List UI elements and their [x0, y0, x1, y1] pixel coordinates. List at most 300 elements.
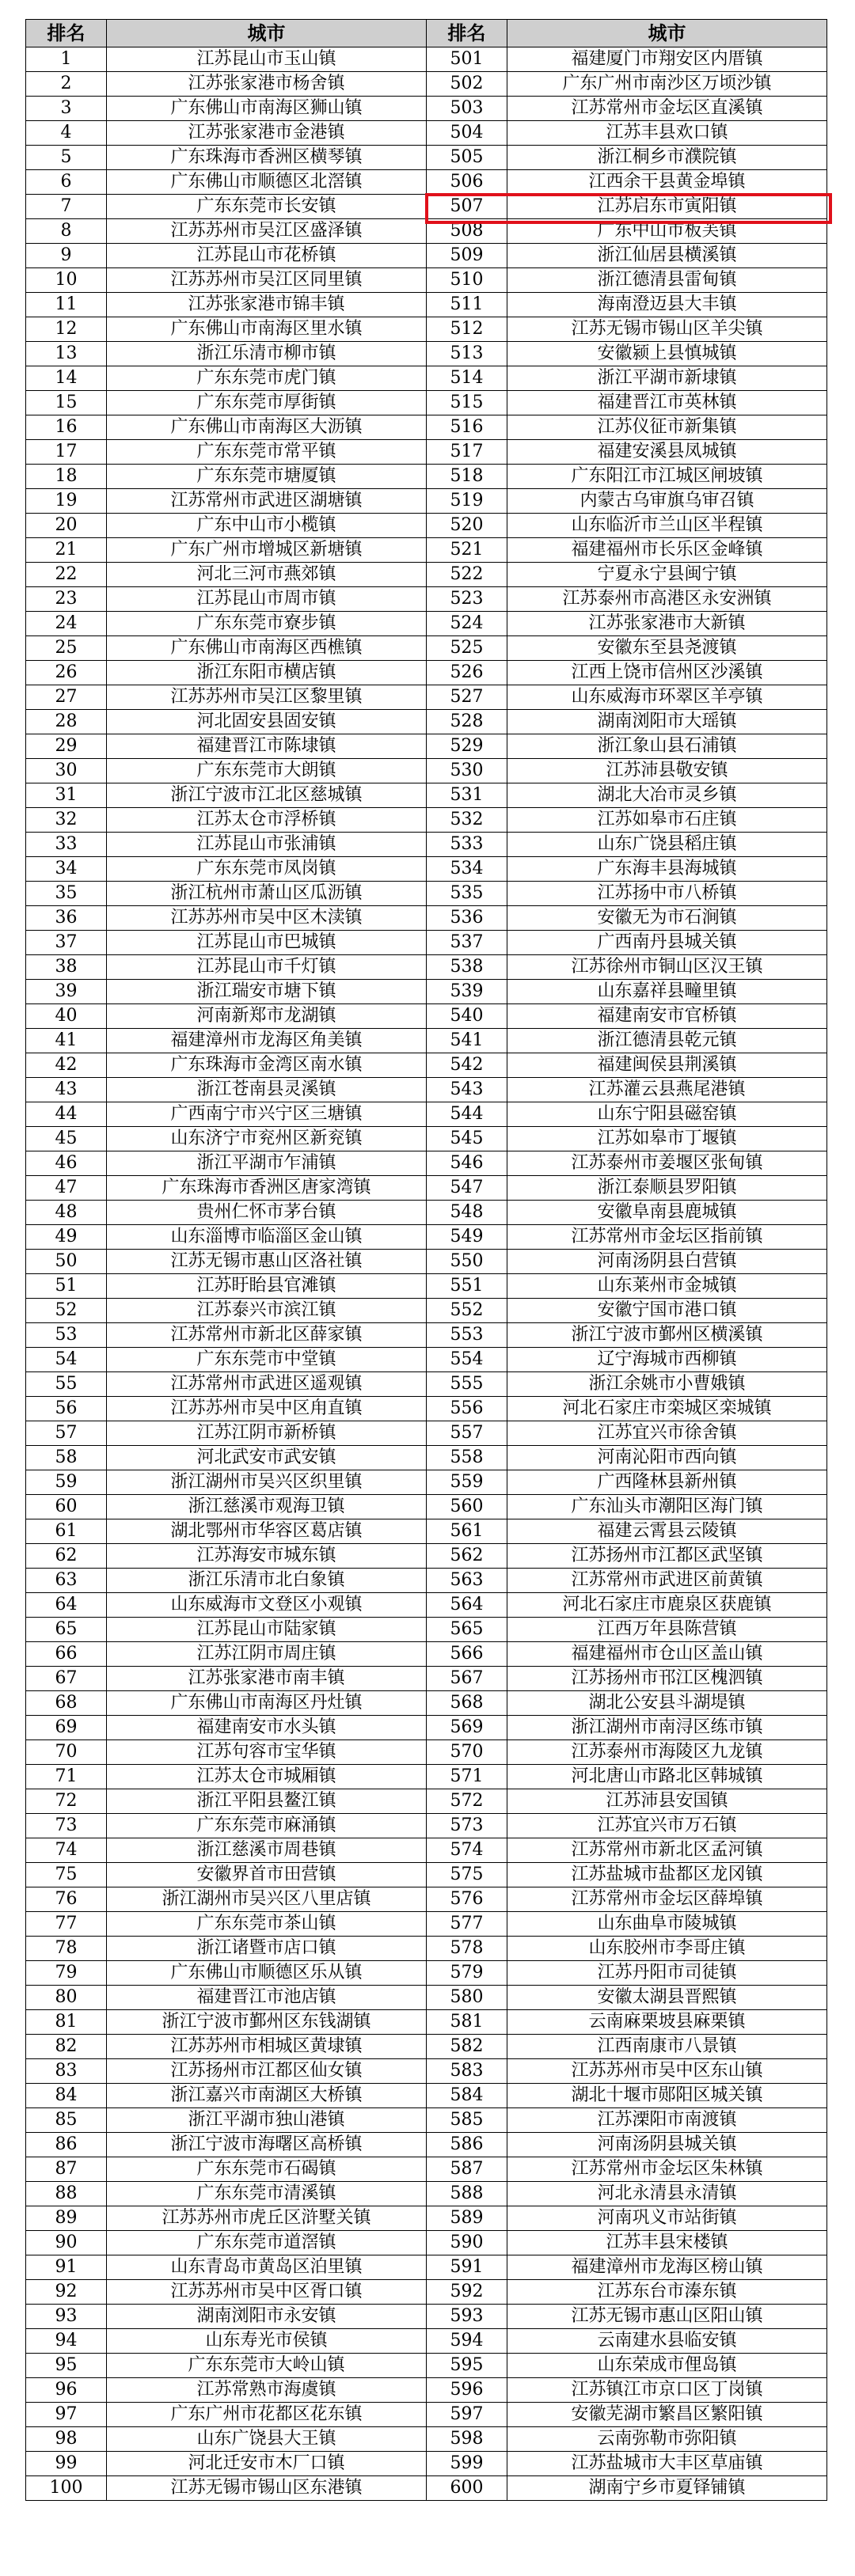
rank-cell-2: 600: [427, 2476, 507, 2501]
city-cell: 浙江慈溪市观海卫镇: [107, 1495, 427, 1519]
rank-cell: 24: [26, 612, 107, 636]
city-cell: 广东佛山市南海区西樵镇: [107, 636, 427, 661]
city-cell: 山东济宁市兖州区新兖镇: [107, 1127, 427, 1151]
rank-cell: 59: [26, 1470, 107, 1495]
city-cell: 江苏泰兴市滨江镇: [107, 1299, 427, 1323]
table-row: [26, 1323, 827, 1348]
city-cell: 江苏苏州市吴中区胥口镇: [107, 2280, 427, 2305]
rank-cell: 45: [26, 1127, 107, 1151]
rank-cell: 75: [26, 1863, 107, 1887]
rank-cell: 37: [26, 931, 107, 955]
rank-cell-2: 566: [427, 1642, 507, 1667]
city-cell-2: 山东胶州市李哥庄镇: [507, 1937, 827, 1961]
city-cell: 广东珠海市香洲区横琴镇: [107, 146, 427, 170]
table-row: [26, 2305, 827, 2329]
rank-cell: 3: [26, 97, 107, 121]
city-cell: 江苏海安市城东镇: [107, 1544, 427, 1569]
rank-cell: 4: [26, 121, 107, 146]
table-row: [26, 1691, 827, 1716]
table-row: [26, 1151, 827, 1176]
rank-cell-2: 508: [427, 219, 507, 244]
rank-cell-2: 542: [427, 1053, 507, 1078]
table-row: [26, 1299, 827, 1323]
rank-cell-2: 502: [427, 72, 507, 97]
rank-cell: 50: [26, 1250, 107, 1274]
city-cell: 河北迁安市木厂口镇: [107, 2452, 427, 2476]
rank-cell: 8: [26, 219, 107, 244]
rank-cell: 83: [26, 2059, 107, 2084]
city-cell: 江苏昆山市巴城镇: [107, 931, 427, 955]
table-row: [26, 1470, 827, 1495]
table-row: [26, 685, 827, 710]
table-row: [26, 882, 827, 906]
rank-cell: 48: [26, 1201, 107, 1225]
rank-cell-2: 549: [427, 1225, 507, 1250]
rank-cell-2: 537: [427, 931, 507, 955]
rank-cell: 71: [26, 1765, 107, 1789]
city-cell-2: 江苏如皋市石庄镇: [507, 808, 827, 833]
rank-cell-2: 519: [427, 489, 507, 514]
city-cell: 广东东莞市寮步镇: [107, 612, 427, 636]
city-cell: 江苏苏州市吴江区同里镇: [107, 268, 427, 293]
city-cell-2: 江苏宜兴市徐舍镇: [507, 1421, 827, 1446]
table-row: [26, 2059, 827, 2084]
table-row: [26, 1004, 827, 1029]
table-row: [26, 146, 827, 170]
city-cell-2: 福建闽侯县荆溪镇: [507, 1053, 827, 1078]
rank-cell-2: 538: [427, 955, 507, 980]
city-cell: 广东东莞市虎门镇: [107, 366, 427, 391]
rank-cell-2: 509: [427, 244, 507, 268]
rank-cell-2: 582: [427, 2035, 507, 2059]
city-cell-2: 浙江余姚市小曹娥镇: [507, 1372, 827, 1397]
table-row: [26, 72, 827, 97]
rank-cell: 60: [26, 1495, 107, 1519]
rank-cell-2: 561: [427, 1519, 507, 1544]
city-cell-2: 浙江德清县乾元镇: [507, 1029, 827, 1053]
table-row: [26, 1102, 827, 1127]
rank-cell: 95: [26, 2354, 107, 2378]
rank-cell-2: 585: [427, 2108, 507, 2133]
city-cell-2: 内蒙古乌审旗乌审召镇: [507, 489, 827, 514]
rank-cell: 34: [26, 857, 107, 882]
city-cell: 浙江慈溪市周巷镇: [107, 1838, 427, 1863]
table-row: [26, 2157, 827, 2182]
rank-cell: 10: [26, 268, 107, 293]
rank-cell: 21: [26, 538, 107, 563]
table-row: [26, 2206, 827, 2231]
city-cell: 浙江嘉兴市南湖区大桥镇: [107, 2084, 427, 2108]
rank-cell: 44: [26, 1102, 107, 1127]
rank-cell: 46: [26, 1151, 107, 1176]
table-row: [26, 2133, 827, 2157]
city-cell-2: 山东嘉祥县疃里镇: [507, 980, 827, 1004]
city-cell-2: 江苏沛县安国镇: [507, 1789, 827, 1814]
rank-cell-2: 583: [427, 2059, 507, 2084]
rank-cell-2: 572: [427, 1789, 507, 1814]
rank-cell: 36: [26, 906, 107, 931]
city-cell-2: 辽宁海城市西柳镇: [507, 1348, 827, 1372]
table-row: [26, 980, 827, 1004]
city-cell-2: 安徽阜南县鹿城镇: [507, 1201, 827, 1225]
rank-cell-2: 554: [427, 1348, 507, 1372]
city-cell: 广东东莞市长安镇: [107, 195, 427, 219]
city-cell-2: 江苏如皋市丁堰镇: [507, 1127, 827, 1151]
city-cell: 浙江平阳县鳌江镇: [107, 1789, 427, 1814]
city-cell: 浙江宁波市鄞州区东钱湖镇: [107, 2010, 427, 2035]
rank-cell-2: 503: [427, 97, 507, 121]
table-row: [26, 587, 827, 612]
rank-cell: 25: [26, 636, 107, 661]
city-cell-2: 浙江德清县雷甸镇: [507, 268, 827, 293]
city-cell: 广东东莞市常平镇: [107, 440, 427, 465]
table-row: [26, 1765, 827, 1789]
city-cell: 福建漳州市龙海区角美镇: [107, 1029, 427, 1053]
rank-cell: 51: [26, 1274, 107, 1299]
table-row: [26, 2329, 827, 2354]
rank-cell: 33: [26, 833, 107, 857]
rank-cell-2: 507: [427, 195, 507, 219]
city-cell-2: 福建福州市长乐区金峰镇: [507, 538, 827, 563]
city-cell-2: 云南建水县临安镇: [507, 2329, 827, 2354]
rank-cell: 11: [26, 293, 107, 317]
table-row: [26, 1544, 827, 1569]
rank-cell: 9: [26, 244, 107, 268]
city-cell-2: 江苏宜兴市万石镇: [507, 1814, 827, 1838]
city-cell: 江苏张家港市锦丰镇: [107, 293, 427, 317]
city-cell: 江苏昆山市花桥镇: [107, 244, 427, 268]
rank-cell: 81: [26, 2010, 107, 2035]
rank-cell: 14: [26, 366, 107, 391]
rank-cell: 17: [26, 440, 107, 465]
rank-cell-2: 505: [427, 146, 507, 170]
rank-cell: 85: [26, 2108, 107, 2133]
table-row: [26, 47, 827, 72]
city-cell-2: 浙江平湖市新埭镇: [507, 366, 827, 391]
city-cell-2: 江苏溧阳市南渡镇: [507, 2108, 827, 2133]
table-row: [26, 783, 827, 808]
city-cell-2: 江苏无锡市惠山区阳山镇: [507, 2305, 827, 2329]
rank-cell-2: 595: [427, 2354, 507, 2378]
rank-cell: 64: [26, 1593, 107, 1618]
rank-cell: 5: [26, 146, 107, 170]
table-row: [26, 2378, 827, 2403]
rank-cell: 66: [26, 1642, 107, 1667]
rank-cell-2: 576: [427, 1887, 507, 1912]
rank-cell-2: 543: [427, 1078, 507, 1102]
table-row: [26, 1814, 827, 1838]
city-cell-2: 浙江泰顺县罗阳镇: [507, 1176, 827, 1201]
city-cell: 浙江平湖市乍浦镇: [107, 1151, 427, 1176]
rank-cell-2: 545: [427, 1127, 507, 1151]
city-cell: 安徽界首市田营镇: [107, 1863, 427, 1887]
city-cell-2: 江西余干县黄金埠镇: [507, 170, 827, 195]
city-cell-2: 广东海丰县海城镇: [507, 857, 827, 882]
table-row: [26, 1961, 827, 1986]
header-city-2: 城市: [507, 20, 827, 47]
table-row: [26, 2255, 827, 2280]
city-cell-2: 江苏东台市溱东镇: [507, 2280, 827, 2305]
rank-cell-2: 574: [427, 1838, 507, 1863]
city-cell: 广东佛山市南海区里水镇: [107, 317, 427, 342]
city-cell-2: 安徽芜湖市繁昌区繁阳镇: [507, 2403, 827, 2427]
rank-cell: 47: [26, 1176, 107, 1201]
table-row: [26, 415, 827, 440]
table-row: [26, 1446, 827, 1470]
rank-cell: 28: [26, 710, 107, 734]
city-cell-2: 江苏常州市金坛区直溪镇: [507, 97, 827, 121]
table-body: [26, 47, 827, 2501]
city-cell: 江苏张家港市杨舍镇: [107, 72, 427, 97]
rank-cell: 39: [26, 980, 107, 1004]
rank-cell: 79: [26, 1961, 107, 1986]
rank-cell-2: 530: [427, 759, 507, 783]
rank-cell-2: 527: [427, 685, 507, 710]
rank-cell-2: 533: [427, 833, 507, 857]
city-cell-2: 河北石家庄市栾城区栾城镇: [507, 1397, 827, 1421]
rank-cell: 52: [26, 1299, 107, 1323]
rank-cell-2: 579: [427, 1961, 507, 1986]
city-cell-2: 江苏扬州市江都区武坚镇: [507, 1544, 827, 1569]
city-cell: 广东东莞市清溪镇: [107, 2182, 427, 2206]
city-cell-2: 江苏泰州市高港区永安洲镇: [507, 587, 827, 612]
city-cell: 贵州仁怀市茅台镇: [107, 1201, 427, 1225]
table-row: [26, 2035, 827, 2059]
rank-cell-2: 592: [427, 2280, 507, 2305]
table-row: [26, 1519, 827, 1544]
city-cell: 广东东莞市茶山镇: [107, 1912, 427, 1937]
city-cell: 广东中山市小榄镇: [107, 514, 427, 538]
city-cell-2: 江苏扬州市邗江区槐泗镇: [507, 1667, 827, 1691]
rank-cell: 53: [26, 1323, 107, 1348]
city-cell-2: 福建福州市仓山区盖山镇: [507, 1642, 827, 1667]
rank-cell: 94: [26, 2329, 107, 2354]
city-cell-2: 江西万年县陈营镇: [507, 1618, 827, 1642]
rank-cell-2: 506: [427, 170, 507, 195]
city-cell-2: 江苏常州市新北区孟河镇: [507, 1838, 827, 1863]
city-cell-2: 河北唐山市路北区韩城镇: [507, 1765, 827, 1789]
table-row: [26, 1740, 827, 1765]
rank-cell: 2: [26, 72, 107, 97]
city-cell-2: 江苏仪征市新集镇: [507, 415, 827, 440]
city-cell: 湖南浏阳市永安镇: [107, 2305, 427, 2329]
table-row: [26, 2010, 827, 2035]
rank-cell-2: 528: [427, 710, 507, 734]
table-row: [26, 1569, 827, 1593]
city-cell: 江苏常州市新北区薛家镇: [107, 1323, 427, 1348]
rank-cell-2: 578: [427, 1937, 507, 1961]
rank-cell-2: 532: [427, 808, 507, 833]
table-row: [26, 2476, 827, 2501]
rank-cell-2: 577: [427, 1912, 507, 1937]
city-cell-2: 江苏张家港市大新镇: [507, 612, 827, 636]
table-row: [26, 2403, 827, 2427]
rank-cell-2: 562: [427, 1544, 507, 1569]
rank-cell-2: 598: [427, 2427, 507, 2452]
city-cell-2: 江苏常州市金坛区朱林镇: [507, 2157, 827, 2182]
table-row: [26, 734, 827, 759]
city-cell: 广东佛山市南海区狮山镇: [107, 97, 427, 121]
rank-cell: 99: [26, 2452, 107, 2476]
city-cell-2: 福建安溪县凤城镇: [507, 440, 827, 465]
city-cell-2: 福建漳州市龙海区榜山镇: [507, 2255, 827, 2280]
city-cell-2: 江苏常州市武进区前黄镇: [507, 1569, 827, 1593]
rank-cell: 1: [26, 47, 107, 72]
city-cell-2: 江苏无锡市锡山区羊尖镇: [507, 317, 827, 342]
city-cell: 广东珠海市金湾区南水镇: [107, 1053, 427, 1078]
city-cell-2: 浙江仙居县横溪镇: [507, 244, 827, 268]
table-row: [26, 661, 827, 685]
city-cell-2: 山东广饶县稻庄镇: [507, 833, 827, 857]
rank-cell-2: 590: [427, 2231, 507, 2255]
rank-cell-2: 564: [427, 1593, 507, 1618]
city-cell: 福建南安市水头镇: [107, 1716, 427, 1740]
rank-cell: 56: [26, 1397, 107, 1421]
rank-cell-2: 521: [427, 538, 507, 563]
rank-cell: 42: [26, 1053, 107, 1078]
city-cell-2: 广西南丹县城关镇: [507, 931, 827, 955]
rank-cell-2: 553: [427, 1323, 507, 1348]
rank-cell-2: 535: [427, 882, 507, 906]
city-cell: 广东广州市花都区花东镇: [107, 2403, 427, 2427]
city-cell: 江苏江阴市周庄镇: [107, 1642, 427, 1667]
rank-cell: 16: [26, 415, 107, 440]
rank-cell-2: 565: [427, 1618, 507, 1642]
table-row: [26, 612, 827, 636]
rank-cell: 41: [26, 1029, 107, 1053]
city-cell: 浙江平湖市独山港镇: [107, 2108, 427, 2133]
city-cell-2: 河北石家庄市鹿泉区获鹿镇: [507, 1593, 827, 1618]
city-cell-2: 宁夏永宁县闽宁镇: [507, 563, 827, 587]
rank-cell: 100: [26, 2476, 107, 2501]
city-cell: 广东东莞市石碣镇: [107, 2157, 427, 2182]
rank-cell: 62: [26, 1544, 107, 1569]
table-row: [26, 2280, 827, 2305]
rank-cell: 12: [26, 317, 107, 342]
rank-cell: 57: [26, 1421, 107, 1446]
city-cell-2: 河南巩义市站街镇: [507, 2206, 827, 2231]
rank-cell-2: 559: [427, 1470, 507, 1495]
city-cell-2: 安徽太湖县晋熙镇: [507, 1986, 827, 2010]
table-row: [26, 1176, 827, 1201]
rank-cell-2: 550: [427, 1250, 507, 1274]
rank-cell-2: 571: [427, 1765, 507, 1789]
city-cell: 湖北鄂州市华容区葛店镇: [107, 1519, 427, 1544]
city-cell: 江苏常州市武进区遥观镇: [107, 1372, 427, 1397]
city-cell: 江苏张家港市南丰镇: [107, 1667, 427, 1691]
city-cell-2: 山东莱州市金城镇: [507, 1274, 827, 1299]
header-rank: 排名: [26, 20, 107, 47]
city-cell: 浙江乐清市北白象镇: [107, 1569, 427, 1593]
city-cell-2: 安徽东至县尧渡镇: [507, 636, 827, 661]
rank-cell: 54: [26, 1348, 107, 1372]
table-row: [26, 1863, 827, 1887]
rank-cell: 18: [26, 465, 107, 489]
rank-cell-2: 599: [427, 2452, 507, 2476]
rank-cell-2: 593: [427, 2305, 507, 2329]
rank-cell: 55: [26, 1372, 107, 1397]
rank-cell: 22: [26, 563, 107, 587]
table-row: [26, 2108, 827, 2133]
rank-cell: 68: [26, 1691, 107, 1716]
table-row: [26, 857, 827, 882]
city-cell-2: 广西隆林县新州镇: [507, 1470, 827, 1495]
rank-cell-2: 524: [427, 612, 507, 636]
rank-cell: 26: [26, 661, 107, 685]
rank-cell-2: 544: [427, 1102, 507, 1127]
rank-cell: 13: [26, 342, 107, 366]
rank-cell: 80: [26, 1986, 107, 2010]
table-row: [26, 317, 827, 342]
rank-cell-2: 568: [427, 1691, 507, 1716]
rank-cell: 58: [26, 1446, 107, 1470]
table-row: [26, 1078, 827, 1102]
rank-cell: 63: [26, 1569, 107, 1593]
city-cell: 广东佛山市南海区大沥镇: [107, 415, 427, 440]
table-row: [26, 121, 827, 146]
table-row: [26, 1986, 827, 2010]
rank-cell-2: 546: [427, 1151, 507, 1176]
city-cell-2: 江西南康市八景镇: [507, 2035, 827, 2059]
city-cell: 浙江乐清市柳市镇: [107, 342, 427, 366]
city-cell: 河北武安市武安镇: [107, 1446, 427, 1470]
rank-cell: 87: [26, 2157, 107, 2182]
city-cell: 广东佛山市顺德区北滘镇: [107, 170, 427, 195]
table-row: [26, 1838, 827, 1863]
city-cell: 江苏无锡市锡山区东港镇: [107, 2476, 427, 2501]
table-row: [26, 1348, 827, 1372]
rank-cell-2: 563: [427, 1569, 507, 1593]
city-cell-2: 江苏泰州市姜堰区张甸镇: [507, 1151, 827, 1176]
city-cell: 江苏太仓市城厢镇: [107, 1765, 427, 1789]
city-cell: 浙江苍南县灵溪镇: [107, 1078, 427, 1102]
rank-cell: 67: [26, 1667, 107, 1691]
rank-cell-2: 556: [427, 1397, 507, 1421]
city-cell: 河北三河市燕郊镇: [107, 563, 427, 587]
city-cell: 江苏扬州市江都区仙女镇: [107, 2059, 427, 2084]
city-cell: 江苏苏州市吴中区甪直镇: [107, 1397, 427, 1421]
city-cell: 山东青岛市黄岛区泊里镇: [107, 2255, 427, 2280]
table-row: [26, 833, 827, 857]
table-row: [26, 931, 827, 955]
rank-cell: 31: [26, 783, 107, 808]
city-cell-2: 江苏泰州市海陵区九龙镇: [507, 1740, 827, 1765]
rank-cell: 70: [26, 1740, 107, 1765]
city-cell: 江苏昆山市张浦镇: [107, 833, 427, 857]
city-cell: 广东东莞市塘厦镇: [107, 465, 427, 489]
city-cell-2: 江苏灌云县燕尾港镇: [507, 1078, 827, 1102]
rank-cell-2: 557: [427, 1421, 507, 1446]
table-row: [26, 1201, 827, 1225]
rank-cell-2: 539: [427, 980, 507, 1004]
rank-cell: 89: [26, 2206, 107, 2231]
rank-cell-2: 569: [427, 1716, 507, 1740]
table-row: [26, 2427, 827, 2452]
city-cell: 广东东莞市大朗镇: [107, 759, 427, 783]
city-cell: 浙江东阳市横店镇: [107, 661, 427, 685]
rank-cell-2: 558: [427, 1446, 507, 1470]
city-cell-2: 江苏苏州市吴中区东山镇: [507, 2059, 827, 2084]
city-cell-2: 福建厦门市翔安区内厝镇: [507, 47, 827, 72]
city-cell-2: 江苏徐州市铜山区汉王镇: [507, 955, 827, 980]
rank-cell: 76: [26, 1887, 107, 1912]
rank-cell: 88: [26, 2182, 107, 2206]
table-header-row: [26, 20, 827, 47]
table-row: [26, 2354, 827, 2378]
city-cell-2: 湖北公安县斗湖堤镇: [507, 1691, 827, 1716]
table-row: [26, 170, 827, 195]
city-cell: 江苏苏州市相城区黄埭镇: [107, 2035, 427, 2059]
